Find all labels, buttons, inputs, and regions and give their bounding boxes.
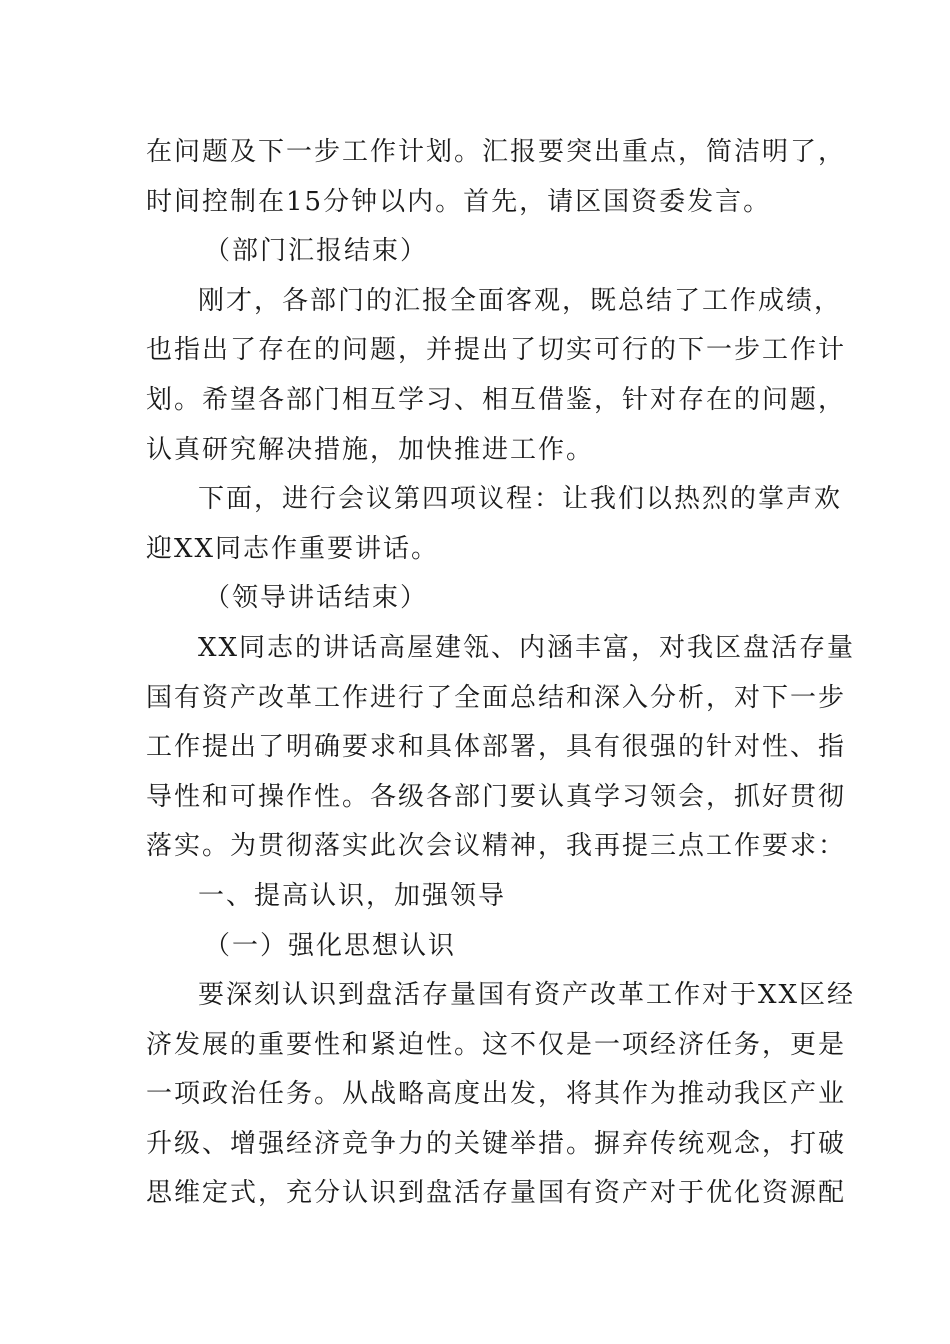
text-line: 认真研究解决措施，加快推进工作。	[146, 434, 595, 465]
text-line: （领导讲话结束）	[204, 583, 429, 614]
text-line: 工作提出了明确要求和具体部署，具有很强的针对性、指	[146, 732, 847, 763]
text-line: 济发展的重要性和紧迫性。这不仅是一项经济任务，更是	[146, 1029, 847, 1060]
text-line: 在问题及下一步工作计划。汇报要突出重点，简洁明了，	[146, 137, 847, 167]
text-line: （部门汇报结束）	[204, 236, 429, 267]
text-line: 一项政治任务。从战略高度出发，将其作为推动我区产业	[146, 1079, 847, 1110]
text-line: XX同志的讲话高屋建瓴、内涵丰富，对我区盘活存量	[198, 632, 856, 663]
text-line: 下面，进行会议第四项议程：让我们以热烈的掌声欢	[198, 484, 843, 515]
text-line: 时间控制在15分钟以内。首先，请区国资委发言。	[146, 186, 772, 217]
text-line: 国有资产改革工作进行了全面总结和深入分析，对下一步	[146, 682, 847, 713]
text-line: 导性和可操作性。各级各部门要认真学习领会，抓好贯彻	[146, 781, 847, 812]
text-line: 迎XX同志作重要讲话。	[146, 533, 440, 564]
text-line: 落实。为贯彻落实此次会议精神，我再提三点工作要求：	[146, 831, 847, 862]
text-line: 升级、增强经济竞争力的关键举措。摒弃传统观念，打破	[146, 1128, 847, 1159]
text-line: 思维定式，充分认识到盘活存量国有资产对于优化资源配	[146, 1178, 847, 1209]
text-line: （一）强化思想认识	[204, 930, 457, 961]
text-line: 要深刻认识到盘活存量国有资产改革工作对于XX区经	[198, 980, 856, 1011]
text-line: 也指出了存在的问题，并提出了切实可行的下一步工作计	[146, 335, 847, 366]
text-line: 刚才，各部门的汇报全面客观，既总结了工作成绩，	[198, 285, 843, 316]
document-body	[146, 128, 856, 1219]
text-line: 划。希望各部门相互学习、相互借鉴，针对存在的问题，	[146, 384, 847, 415]
text-line: 一、提高认识，加强领导	[198, 880, 507, 911]
